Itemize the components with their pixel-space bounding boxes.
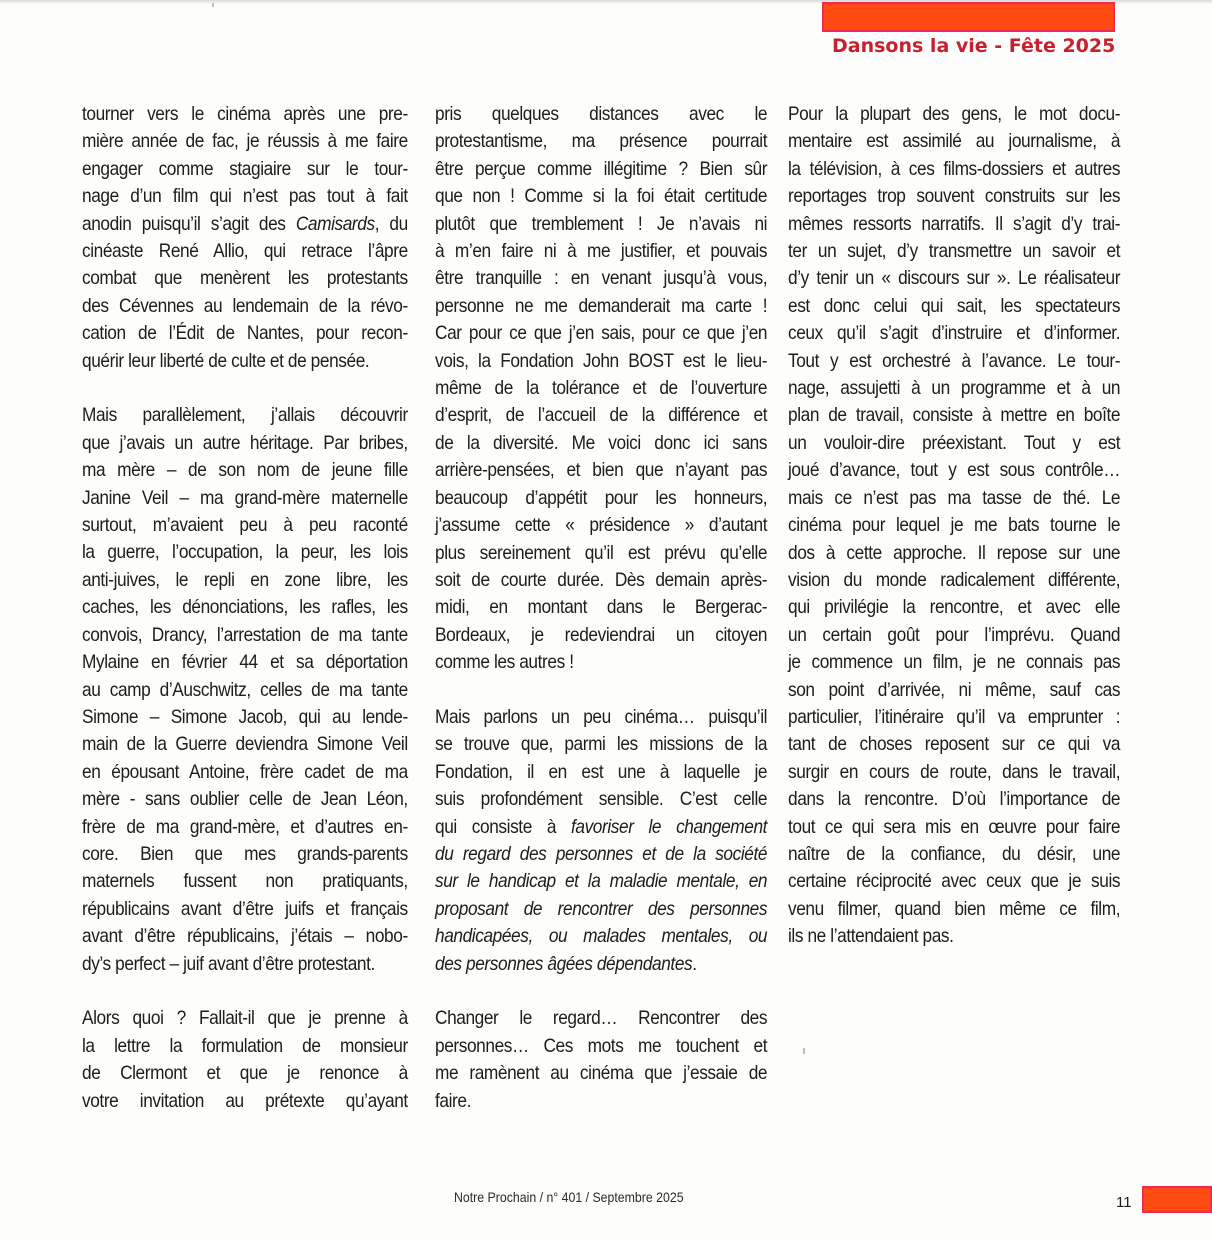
text-line: de la diversité. Me voici donc ici sans <box>435 432 768 454</box>
text-line: convois, Drancy, l’arrestation de ma tante <box>82 624 408 646</box>
text-line: mère - sans oublier celle de Jean Léon, <box>82 789 408 811</box>
text-line: dy’s perfect – juif avant d’être protestant. <box>82 953 375 975</box>
publication-footer: Notre Prochain / n° 401 / Septembre 2025 <box>454 1189 684 1205</box>
text-line: quérir leur liberté de culte et de pensée. <box>82 350 370 372</box>
text-line: Tout y est orchestré à l’avance. Le tour- <box>788 350 1121 372</box>
text-line: que j’avais un autre héritage. Par bribes, <box>82 432 408 454</box>
paragraph <box>788 101 1120 951</box>
section-color-bar <box>822 2 1115 32</box>
text-line: nage d’un film qui n’est pas tout à fait <box>82 186 408 208</box>
text-line: plus sereinement qu’il est prévu qu’elle <box>435 542 768 564</box>
text-line: Changer le regard… Rencontrer des <box>435 1008 768 1030</box>
text-line: du regard des personnes et de la société <box>435 843 768 865</box>
text-line: mêmes ressorts narratifs. Il s’agit d’y trai- <box>788 213 1121 235</box>
text-line: surgir en cours de route, dans le travail, <box>788 761 1121 783</box>
text-line: en épousant Antoine, frère cadet de ma <box>82 761 408 783</box>
text-line: dans la rencontre. D’où l’importance de <box>788 789 1121 811</box>
text-line: particulier, l’itinéraire qu’il va emprunter : <box>788 706 1121 728</box>
paragraph <box>82 101 408 375</box>
text-line: cinéma pour lequel je me bats tourne le <box>788 515 1121 537</box>
text-line: Mais parlons un peu cinéma… puisqu’il <box>435 706 768 728</box>
text-line: venu filmer, quand bien même ce film, <box>788 898 1121 920</box>
text-line: la télévision, à ces films-dossiers et autres <box>788 158 1121 180</box>
text-line: Mylaine en février 44 et sa déportation <box>82 652 408 674</box>
text-line: tant de choses reposent sur ce qui va <box>788 734 1121 756</box>
text-line: frère de ma grand-mère, et d’autres en- <box>82 816 408 838</box>
paragraph <box>82 402 408 978</box>
text-line: faire. <box>435 1090 471 1112</box>
text-line: de Clermont et que je renonce à <box>82 1063 408 1085</box>
text-line: Car pour ce que j’en sais, pour ce que j’en <box>435 323 768 345</box>
paragraph <box>435 101 767 677</box>
text-line: j’assume cette « présidence » d’autant <box>435 515 768 537</box>
text-line: être perçue comme illégitime ? Bien sûr <box>435 158 768 180</box>
text-line: joué d’avance, tout y est sous contrôle… <box>788 460 1121 482</box>
text-line: mais ce n’est pas ma tasse de thé. Le <box>788 487 1121 509</box>
text-line: plutôt que tremblement ! Je n’avais ni <box>435 213 768 235</box>
text-line: plan de travail, consiste à mettre en boîte <box>788 405 1121 427</box>
text-line: la guerre, l’occupation, la peur, les lois <box>82 542 408 564</box>
text-line: qui privilégie la rencontre, et avec elle <box>788 597 1121 619</box>
text-line: engager comme stagiaire sur le tour- <box>82 158 408 180</box>
text-line: handicapées, ou malades mentales, ou <box>435 926 768 948</box>
text-line: sur le handicap et la maladie mentale, en <box>435 871 768 893</box>
text-line: la lettre la formulation de monsieur <box>82 1035 408 1057</box>
paragraph <box>435 1005 767 1115</box>
text-line: caches, les dénonciations, les rafles, les <box>82 597 408 619</box>
text-line: main de la Guerre deviendra Simone Veil <box>82 734 408 756</box>
text-column-1 <box>82 101 408 1142</box>
text-column-2 <box>435 101 767 1142</box>
text-line: que non ! Comme si la foi était certitude <box>435 186 768 208</box>
text-line: suis profondément sensible. C’est celle <box>435 789 768 811</box>
text-line: Mais parallèlement, j’allais découvrir <box>82 405 408 427</box>
text-line: être tranquille : en venant jusqu’à vous, <box>435 268 768 290</box>
text-line: est donc celui qui sait, les spectateurs <box>788 295 1121 317</box>
text-line: midi, en montant dans le Bergerac- <box>435 597 768 619</box>
scan-speck <box>212 3 214 7</box>
text-line: je commence un film, je ne connais pas <box>788 652 1121 674</box>
text-line: votre invitation au prétexte qu’ayant <box>82 1090 408 1112</box>
text-line: Alors quoi ? Fallait-il que je prenne à <box>82 1008 408 1030</box>
text-line: Fondation, il en est une à laquelle je <box>435 761 768 783</box>
text-line: dos à cette approche. Il repose sur une <box>788 542 1121 564</box>
text-line: mentaire est assimilé au journalisme, à <box>788 131 1121 153</box>
scan-speck <box>803 1048 805 1054</box>
text-line: son point d’arrivée, ni même, sauf cas <box>788 679 1121 701</box>
text-line: beaucoup d’appétit pour les honneurs, <box>435 487 768 509</box>
text-line: un vouloir-dire préexistant. Tout y est <box>788 432 1121 454</box>
text-line: combat que menèrent les protestants <box>82 268 408 290</box>
text-line: ils ne l’attendaient pas. <box>788 926 954 948</box>
text-line: certaine réciprocité avec ceux que je suis <box>788 871 1121 893</box>
text-line: ma mère – de son nom de jeune fille <box>82 460 408 482</box>
text-line: vision du monde radicalement différente, <box>788 569 1121 591</box>
text-line: républicains avant d’être juifs et français <box>82 898 408 920</box>
section-title: Dansons la vie - Fête 2025 <box>832 35 1116 57</box>
text-line: Simone – Simone Jacob, qui au lende- <box>82 706 408 728</box>
text-line: personnes… Ces mots me touchent et <box>435 1035 768 1057</box>
paragraph <box>82 1005 408 1115</box>
text-line: Janine Veil – ma grand-mère maternelle <box>82 487 408 509</box>
text-line: arrière-pensées, et bien que n’ayant pas <box>435 460 768 482</box>
text-line: mière année de fac, je réussis à me faire <box>82 131 408 153</box>
text-line: au camp d’Auschwitz, celles de ma tante <box>82 679 408 701</box>
text-line: Bordeaux, je redeviendrai un citoyen <box>435 624 768 646</box>
text-line: anti-juives, le repli en zone libre, les <box>82 569 408 591</box>
text-line: surtout, m’avaient peu à peu raconté <box>82 515 408 537</box>
paragraph <box>435 704 767 978</box>
text-line: personne ne me demanderait ma carte ! <box>435 295 768 317</box>
text-line: des Cévennes au lendemain de la révo- <box>82 295 408 317</box>
text-line: d’esprit, de l’accueil de la différence et <box>435 405 768 427</box>
text-line: d’y tenir un « discours sur ». Le réalisateur <box>788 268 1121 290</box>
text-line: pris quelques distances avec le <box>435 104 768 125</box>
text-line: ceux qu’il s’agit d’instruire et d’informer. <box>788 323 1121 345</box>
text-line: nage, assujetti à un programme et à un <box>788 378 1121 400</box>
text-line: reportages trop souvent construits sur les <box>788 186 1121 208</box>
text-line: protestantisme, ma présence pourrait <box>435 131 768 153</box>
text-line: des personnes âgées dépendantes. <box>435 953 697 975</box>
text-line: tourner vers le cinéma après une pre- <box>82 104 408 125</box>
text-line: anodin puisqu’il s’agit des Camisards, du <box>82 213 408 235</box>
text-line: Pour la plupart des gens, le mot docu- <box>788 104 1121 125</box>
text-line: cation de l’Édit de Nantes, pour recon- <box>82 323 408 345</box>
footer-color-bar <box>1142 1186 1212 1213</box>
text-line: me ramènent au cinéma que j’essaie de <box>435 1063 768 1085</box>
text-line: soit de courte durée. Dès demain après- <box>435 569 768 591</box>
text-line: avant d’être républicains, j’étais – nobo- <box>82 926 408 948</box>
text-line: qui consiste à favoriser le changement <box>435 816 768 838</box>
text-line: à m’en faire ni à me justifier, et pouvais <box>435 241 768 263</box>
text-line: tout ce qui sera mis en œuvre pour faire <box>788 816 1121 838</box>
text-line: ter un sujet, d’y transmettre un savoir et <box>788 241 1121 263</box>
text-line: naître de la confiance, du désir, une <box>788 843 1121 865</box>
text-line: vois, la Fondation John BOST est le lieu- <box>435 350 768 372</box>
text-line: cinéaste René Allio, qui retrace l’âpre <box>82 241 408 263</box>
text-line: un certain goût pour l’imprévu. Quand <box>788 624 1121 646</box>
page-number: 11 <box>1116 1194 1132 1211</box>
text-line: se trouve que, parmi les missions de la <box>435 734 768 756</box>
text-line: core. Bien que mes grands-parents <box>82 843 408 865</box>
text-line: maternels fussent non pratiquants, <box>82 871 408 893</box>
text-line: comme les autres ! <box>435 652 574 674</box>
text-column-3 <box>788 101 1120 978</box>
text-line: proposant de rencontrer des personnes <box>435 898 768 920</box>
text-line: même de la tolérance et de l’ouverture <box>435 378 768 400</box>
